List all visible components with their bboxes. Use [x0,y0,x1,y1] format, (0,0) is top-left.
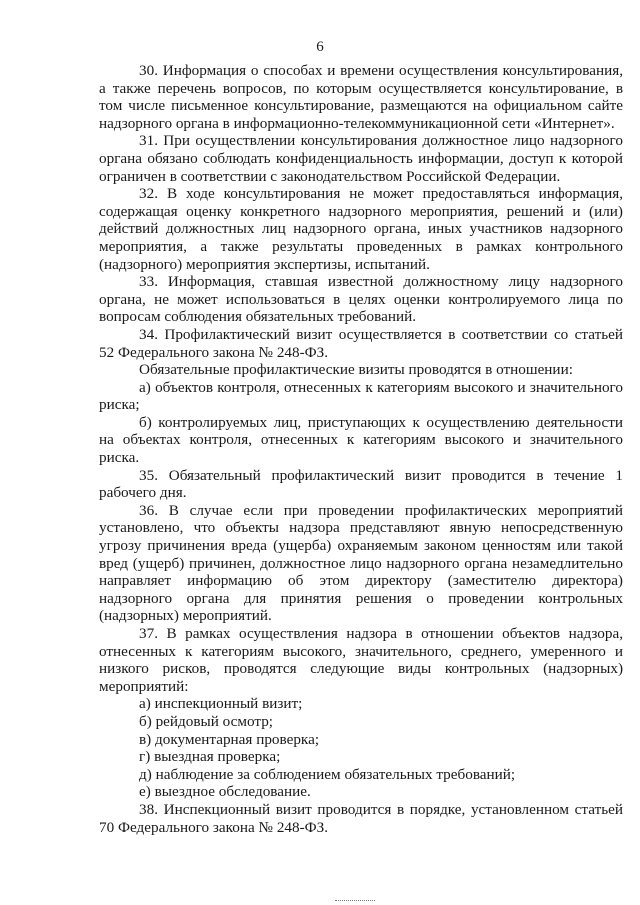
paragraph-mandatory-visits: Обязательные профилактические визиты проводятся в отношении: [139,361,573,379]
document-body [99,62,623,836]
scan-artifact [335,900,375,902]
paragraph-37: 37. В рамках осуществления надзора в отношении объектов надзора, отнесенных к категориям высокого, значительного, среднего, умеренного и низкого рисков, проводятся следующие виды контрольных (надзорных) мероприятий: [99,625,623,695]
list-item-raid-inspection: б) рейдовый осмотр; [139,712,274,730]
paragraph-35: 35. Обязательный профилактический визит проводится в течение 1 рабочего дня. [99,466,623,502]
paragraph-32: 32. В ходе консультирования не может предоставляться информация, содержащая оценку конкретного надзорного мероприятия, решений и (или) действий должностных лиц надзорного органа, иных участников надзорного мероприятия, а также результаты проведенных в рамках контрольного (надзорного) мероприятия экспертизы, испытаний. [99,185,623,273]
list-item-b: б) контролируемых лиц, приступающих к осуществлению деятельности на объектах контроля, отнесенных к категориям высокого и значительного риска. [99,413,623,467]
paragraph-36: 36. В случае если при проведении профилактических мероприятий установлено, что объекты надзора представляют явную непосредственную угрозу причинения вреда (ущерба) охраняемым законом ценностям или такой вред (ущерб) причинен, должностное лицо надзорного органа незамедлительно направляет информацию об этом директору (заместителю директора) надзорного органа для принятия решения о проведении контрольных (надзорных) мероприятий. [99,501,623,625]
paragraph-30: 30. Информация о способах и времени осуществления консультирования, а также перечень вопросов, по которым осуществляется консультирование, в том числе письменное консультирование, размещаются на официальном сайте надзорного органа в информационно-телекоммуникационной сети «Интернет». [99,62,623,132]
paragraph-38: 38. Инспекционный визит проводится в порядке, установленном статьей 70 Федерального закона № 248-ФЗ. [99,800,623,836]
paragraph-33: 33. Информация, ставшая известной должностному лицу надзорного органа, не может использоваться в целях оценки контролируемого лица по вопросам соблюдения обязательных требований. [99,273,623,326]
list-item-a: а) объектов контроля, отнесенных к категориям высокого и значительного риска; [99,378,623,414]
list-item-document-check: в) документарная проверка; [139,730,320,748]
list-item-inspection-visit: а) инспекционный визит; [139,695,303,713]
page-number: 6 [316,39,324,55]
list-item-field-check: г) выездная проверка; [139,748,281,766]
list-item-field-survey: е) выездное обследование. [139,783,311,801]
paragraph-31: 31. При осуществлении консультирования должностное лицо надзорного органа обязано соблюдать конфиденциальность информации, доступ к которой ограничен в соответствии с законодательством Российской Федерации. [99,132,623,185]
paragraph-34: 34. Профилактический визит осуществляется в соответствии со статьей 52 Федерального закона № 248-ФЗ. [99,325,623,361]
list-item-observation: д) наблюдение за соблюдением обязательных требований; [139,765,516,783]
